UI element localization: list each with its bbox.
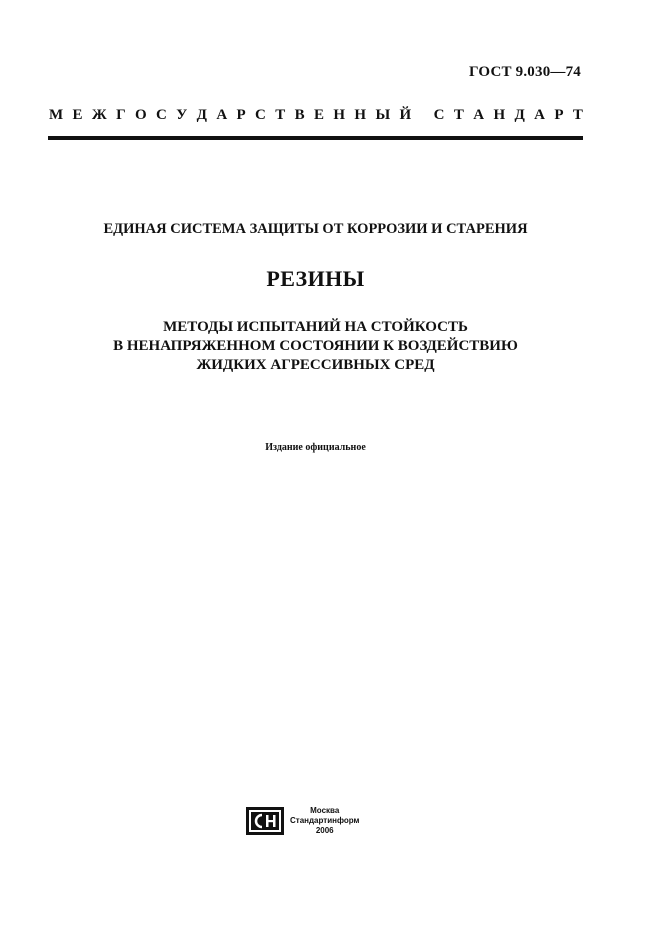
- document-number: ГОСТ 9.030—74: [469, 64, 581, 80]
- standard-type-letter: У: [176, 107, 188, 123]
- standard-type-letter: Н: [333, 107, 346, 123]
- standard-type-letter: Е: [314, 107, 325, 123]
- standard-type-letter: Т: [275, 107, 286, 123]
- publisher-year: 2006: [315, 826, 334, 835]
- document-title: РЕЗИНЫ: [266, 266, 365, 291]
- standard-type-gap: [421, 107, 425, 124]
- publisher-name: Стандартинформ: [290, 816, 360, 825]
- standard-type-letter: Р: [236, 107, 246, 123]
- publisher-block: [246, 806, 359, 836]
- standard-type-letter: Р: [554, 107, 564, 123]
- edition-note: Издание официальное: [265, 442, 366, 453]
- standard-type-letter: Г: [116, 107, 126, 123]
- standard-type-letter: О: [135, 107, 147, 123]
- subtitle-line: В НЕНАПРЯЖЕННОМ СОСТОЯНИИ К ВОЗДЕЙСТВИЮ: [113, 338, 518, 354]
- standard-type-letter: С: [433, 107, 445, 123]
- standard-type-heading: [49, 107, 583, 124]
- standard-type-letter: А: [534, 107, 546, 123]
- standartinform-logo-icon: [246, 807, 284, 835]
- standard-type-letter: Н: [493, 107, 506, 123]
- document-subtitle: [0, 318, 631, 375]
- standard-type-letter: Д: [196, 107, 207, 123]
- standard-type-letter: Т: [453, 107, 464, 123]
- standard-type-letter: Ы: [375, 107, 391, 123]
- publisher-city: Москва: [310, 806, 340, 815]
- standard-type-letter: С: [156, 107, 167, 123]
- standard-type-letter: Т: [572, 107, 583, 123]
- standard-type-letter: Й: [399, 107, 412, 123]
- standard-type-letter: С: [255, 107, 266, 123]
- standard-type-letter: М: [49, 107, 64, 123]
- standard-type-letter: Д: [514, 107, 525, 123]
- subtitle-line: МЕТОДЫ ИСПЫТАНИЙ НА СТОЙКОСТЬ: [163, 319, 468, 335]
- standard-type-letter: Н: [354, 107, 367, 123]
- standard-series: ЕДИНАЯ СИСТЕМА ЗАЩИТЫ ОТ КОРРОЗИИ И СТАРЕНИЯ: [103, 221, 528, 237]
- standard-type-letter: А: [473, 107, 485, 123]
- standard-type-letter: В: [294, 107, 305, 123]
- publisher-imprint: [290, 806, 359, 836]
- standard-type-letter: Е: [72, 107, 83, 123]
- header-rule: [48, 136, 583, 140]
- standard-type-letter: А: [216, 107, 228, 123]
- subtitle-line: ЖИДКИХ АГРЕССИВНЫХ СРЕД: [196, 357, 435, 373]
- standard-type-letter: Ж: [91, 107, 107, 123]
